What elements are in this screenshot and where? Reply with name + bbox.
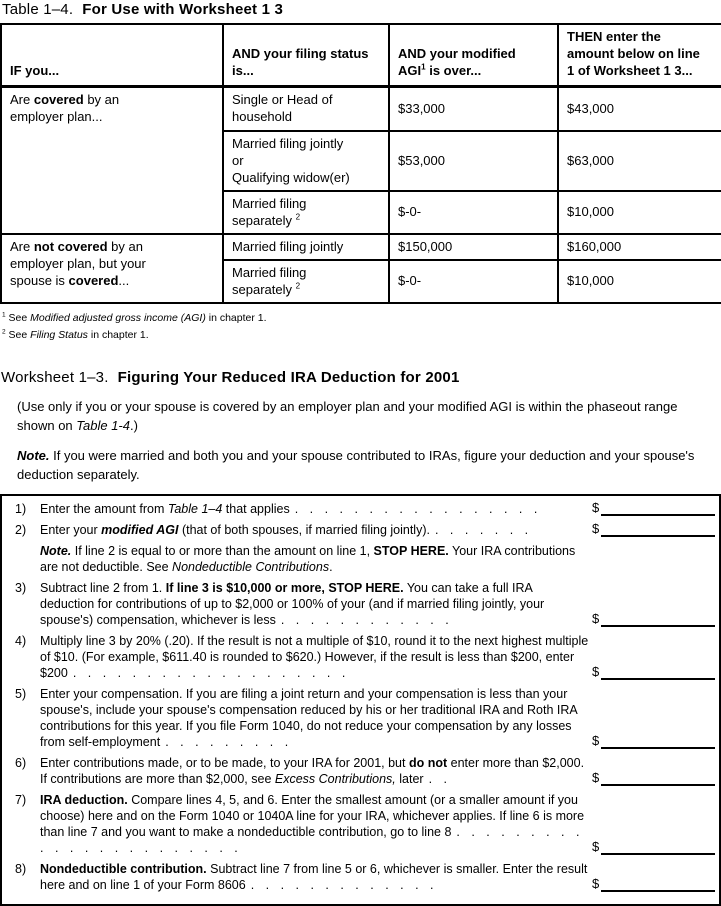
status-cell [223, 131, 389, 191]
text-segment: Married filing jointly [232, 135, 344, 151]
text-segment: Single or Head of [232, 92, 333, 108]
table-footnotes [2, 310, 721, 344]
header-modified-agi [389, 24, 558, 87]
text-segment: Are [10, 238, 34, 254]
text-segment: .) [130, 417, 138, 433]
line-text [40, 523, 430, 537]
amount-entry-line[interactable] [601, 614, 715, 627]
then-cell: $10,000 [558, 260, 721, 303]
line-number: 7) [15, 792, 27, 807]
amount-entry-line[interactable] [601, 667, 715, 680]
amount-entry-line[interactable] [601, 842, 715, 855]
text-segment: household [232, 109, 292, 125]
text-segment: spouse is [10, 272, 69, 288]
then-cell: $43,000 [558, 87, 721, 131]
agi-cell: $-0- [389, 191, 558, 234]
text-segment: If line 2 is equal to or more than the amount on line 1, [71, 543, 374, 558]
text-segment: If line 3 is $10,000 or more, STOP HERE. [165, 580, 404, 595]
dollar-sign: $ [592, 838, 600, 854]
text-segment: Subtract line 2 from 1. [40, 580, 166, 595]
worksheet-line-8 [2, 861, 719, 893]
text-segment: IF you... [10, 63, 60, 78]
text-segment: in chapter 1. [205, 311, 267, 324]
text-segment: enter more than $2,000. If contributions are more than $2,000, see [40, 755, 585, 786]
text-segment: 2 [295, 281, 301, 291]
dollar-sign: $ [592, 769, 600, 785]
amount-entry-line[interactable] [601, 503, 715, 516]
worksheet-box [0, 494, 721, 906]
ira-deduction-lookup-table [0, 23, 721, 304]
header-then-amount [558, 24, 721, 87]
text-segment: ... [118, 272, 130, 288]
text-segment: Modified adjusted gross income (AGI) [30, 311, 206, 324]
text-segment: Table 1-4 [76, 417, 130, 433]
then-cell: $10,000 [558, 191, 721, 234]
text-segment: employer plan... [10, 109, 103, 124]
text-segment: not covered [33, 238, 108, 254]
text-segment: Enter your [40, 522, 102, 537]
dot-leader: . . . . . . . . . . . . [280, 612, 450, 627]
dollar-sign: $ [592, 732, 600, 748]
dollar-sign: $ [592, 663, 600, 679]
text-segment: is... [232, 63, 254, 78]
dot-leader: . . . . . . . . . . . . . . . . . . . [72, 665, 346, 680]
amount-field-line-4[interactable] [592, 664, 715, 680]
table-row [1, 234, 721, 260]
agi-cell: $-0- [389, 260, 558, 303]
worksheet-line-5 [2, 686, 719, 750]
text-segment: You can take a full IRA deduction for contributions of up to $2,000 or 100% of your (and if married filing jointly, your spouse's) compensation, whichever is less [40, 580, 545, 627]
worksheet-stop-note [2, 543, 719, 575]
text-segment: 1 [2, 311, 6, 318]
text-segment: IRA deduction. [40, 792, 128, 807]
text-segment: later [395, 771, 424, 786]
dot-leader: . . . . . . . . . . . . . . . . . . . . . . . [40, 824, 580, 855]
group-label-not-covered [1, 234, 223, 303]
text-segment: Compare lines 4, 5, and 6. Enter the smallest amount (or a smaller amount if you choose) here and on the Form 1040 or 1040A line for your IRA, whichever applies. If line 6 is more than line 7 and you want to make a nondeductible contribution, go to line 8 [40, 792, 585, 839]
text-segment: Note. [40, 543, 72, 558]
text-segment: by an [83, 92, 120, 107]
line-number: 4) [15, 633, 27, 648]
line-text [40, 756, 584, 786]
text-segment: STOP HERE. [373, 543, 449, 558]
worksheet-line-4 [2, 633, 719, 681]
text-segment: Married filing jointly [232, 238, 344, 254]
text-segment: 1 [421, 62, 426, 72]
worksheet-caption [1, 369, 721, 386]
text-segment: (Use only if you or your spouse is covered by an employer plan and your modified AGI is within the phaseout range shown on [17, 398, 678, 433]
agi-cell: $53,000 [389, 131, 558, 191]
dollar-sign: $ [592, 610, 600, 626]
dot-leader: . . . . . . . [434, 522, 529, 537]
then-cell: $63,000 [558, 131, 721, 191]
text-segment: or [232, 152, 244, 168]
text-segment: Your IRA contributions are not deductible. See [40, 543, 576, 574]
text-segment: do not [408, 755, 448, 770]
text-segment: . [329, 559, 333, 574]
text-segment: (that of both spouses, if married filing jointly). [178, 522, 430, 537]
text-segment: that applies [222, 501, 290, 516]
footnote-1 [2, 310, 721, 327]
amount-entry-line[interactable] [601, 524, 715, 537]
table-caption-title: For Use with Worksheet 1 3 [82, 1, 284, 18]
worksheet-note [0, 446, 721, 484]
text-segment: Enter the amount from [40, 501, 168, 516]
agi-cell: $150,000 [389, 234, 558, 260]
amount-field-line-5[interactable] [592, 733, 715, 749]
text-segment: 2 [295, 212, 301, 222]
amount-field-line-7[interactable] [592, 839, 715, 855]
dot-leader: . . [428, 771, 448, 786]
worksheet-line-1 [2, 501, 719, 517]
line-text [40, 687, 577, 749]
dot-leader: . . . . . . . . . [165, 734, 289, 749]
amount-entry-line[interactable] [601, 736, 715, 749]
amount-field-line-8[interactable] [592, 876, 715, 892]
worksheet-caption-prefix: Worksheet 1–3. [1, 368, 109, 386]
text-segment: Married filing [232, 195, 307, 211]
line-number: 2) [15, 522, 27, 537]
text-segment: See [5, 311, 31, 324]
text-segment: Nondeductible Contributions [172, 559, 330, 574]
text-segment: 1 of Worksheet 1 3... [567, 63, 693, 78]
text-segment: THEN enter the [567, 29, 661, 44]
dot-leader: . . . . . . . . . . . . . . . . . [294, 501, 538, 516]
status-cell [223, 87, 389, 131]
line-number: 6) [15, 755, 27, 770]
worksheet-caption-title: Figuring Your Reduced IRA Deduction for 2001 [117, 368, 460, 386]
line-text [40, 502, 290, 516]
amount-field-line-1[interactable] [592, 500, 715, 516]
status-cell [223, 234, 389, 260]
text-segment: Table 1–4 [167, 501, 223, 516]
text-segment: Are [10, 92, 34, 107]
dot-leader: . . . . . . . . . . . . . [250, 877, 435, 892]
text-segment: in chapter 1. [87, 328, 149, 341]
status-cell [223, 191, 389, 234]
text-segment: Excess Contributions, [274, 771, 396, 786]
text-segment: employer plan, but your [10, 255, 146, 271]
text-segment: by an [107, 238, 143, 254]
amount-field-line-3[interactable] [592, 611, 715, 627]
text-segment: is over... [425, 63, 482, 78]
text-segment: AGI [398, 63, 422, 78]
worksheet-line-3 [2, 580, 719, 628]
footnote-2 [2, 327, 721, 344]
table-caption-prefix: Table 1–4. [2, 1, 74, 18]
header-filing-status [223, 24, 389, 87]
text-segment: AND your modified [398, 46, 516, 61]
text-segment: 2 [2, 328, 6, 335]
text-segment: Qualifying widow(er) [232, 169, 350, 185]
text-segment: Nondeductible contribution. [40, 861, 207, 876]
table-row [1, 87, 721, 131]
dollar-sign: $ [592, 875, 600, 891]
dollar-sign: $ [592, 520, 600, 536]
table-caption [0, 0, 721, 23]
text-segment: Subtract line 7 from line 5 or 6, whichever is smaller. Enter the result here and on line 1 of your Form 8606 [40, 861, 588, 892]
text-segment: Enter your compensation. If you are filing a joint return and your compensation is less than your spouse's, include your spouse's compensation reduced by his or her traditional IRA and Roth IRA contributions for this year. If you file Form 1040, do not reduce your compensation by any losses from self-employment [40, 686, 578, 749]
worksheet-line-6 [2, 755, 719, 787]
text-segment: covered [68, 272, 119, 288]
text-segment: Note. [17, 447, 50, 463]
text-segment: modified AGI [101, 522, 179, 537]
then-cell: $160,000 [558, 234, 721, 260]
dollar-sign: $ [592, 499, 600, 515]
status-cell [223, 260, 389, 303]
text-segment: AND your filing status [232, 46, 369, 61]
amount-entry-line[interactable] [601, 773, 715, 786]
text-segment: Multiply line 3 by 20% (.20). If the result is not a multiple of $10, round it to the next highest multiple of $10. (For example, $611.40 is rounded to $620.) However, if the result is less than $200, enter $200 [40, 633, 589, 680]
text-segment: Married filing [232, 264, 307, 280]
text-segment: separately [232, 281, 296, 297]
header-if-you [1, 24, 223, 87]
worksheet-line-2 [2, 522, 719, 538]
text-segment: Filing Status [30, 328, 88, 341]
text-segment: If you were married and both you and your spouse contributed to IRAs, figure your deduction and your spouse's deduction separately. [17, 447, 695, 482]
agi-cell: $33,000 [389, 87, 558, 131]
worksheet-intro [0, 397, 721, 435]
text-segment: covered [33, 92, 84, 107]
table-header-row [1, 24, 721, 87]
text-segment: Enter contributions made, or to be made, to your IRA for 2001, but [40, 755, 409, 770]
line-number: 3) [15, 580, 27, 595]
text-segment: See [5, 328, 31, 341]
amount-field-line-2[interactable] [592, 521, 715, 537]
line-number: 8) [15, 861, 27, 876]
line-number: 1) [15, 501, 27, 516]
line-number: 5) [15, 686, 27, 701]
text-segment: separately [232, 212, 296, 228]
worksheet-line-7 [2, 792, 719, 856]
amount-field-line-6[interactable] [592, 770, 715, 786]
amount-entry-line[interactable] [601, 879, 715, 892]
text-segment: amount below on line [567, 46, 700, 61]
group-label-covered [1, 87, 223, 234]
